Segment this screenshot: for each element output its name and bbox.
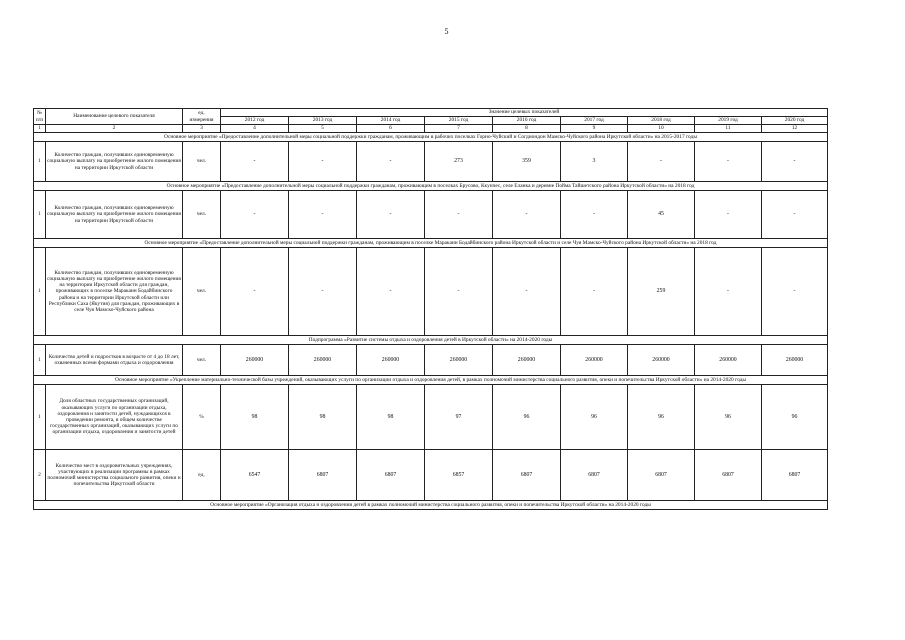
section-title: Основное мероприятие «Предоставление дополнительной меры социальной поддержки гражданам, проживающим в поселке Мараканн Бодайбинского района Иркутской области и селе Чуя Мамско-Чуйского района Иркутской области» на 2018 год [34,239,828,248]
indicator-unit: чел. [183,248,221,336]
section-row [34,133,828,142]
col-number: 8 [493,125,561,133]
value-cell: 259 [628,248,695,336]
indicator-name: Доля областных государственных организаций, оказывающих услуги по организации отдыха, оздоровления и занятости детей, нуждающихся в проведении ремонта, в общем количестве государственных организаций, оказывающих услуги по организации отдыха, оздоровления и занятости детей [46,385,183,450]
row-num: 2 [34,450,46,501]
indicator-unit: чел. [183,191,221,239]
value-cell: 260000 [695,345,762,376]
value-cell: 6807 [628,450,695,501]
year-header: 2014 год [357,117,425,125]
year-header: 2019 год [695,117,762,125]
col-header-values-group: Значение целевых показателей [221,109,828,117]
indicator-unit: чел. [183,345,221,376]
value-cell: - [357,142,425,182]
value-cell: - [289,248,357,336]
year-header: 2012 год [221,117,289,125]
value-cell: - [762,248,828,336]
value-cell: 260000 [493,345,561,376]
value-cell: 45 [628,191,695,239]
value-cell: 6807 [493,450,561,501]
value-cell: 6807 [289,450,357,501]
value-cell: 6857 [425,450,493,501]
value-cell: - [357,191,425,239]
value-cell: - [561,248,628,336]
value-cell: - [357,248,425,336]
year-header: 2017 год [561,117,628,125]
value-cell: - [221,191,289,239]
section-title: Подпрограмма «Развитие системы отдыха и оздоровления детей в Иркутской области» на 2014-2020 годы [34,336,828,345]
value-cell: 260000 [628,345,695,376]
indicator-unit: % [183,385,221,450]
col-number: 5 [289,125,357,133]
section-row [34,336,828,345]
value-cell: - [221,248,289,336]
value-cell: 6547 [221,450,289,501]
table-row [34,345,828,376]
year-header: 2018 год [628,117,695,125]
section-row [34,501,828,510]
header-row-col-numbers [34,125,828,133]
col-header-num: № п/п [34,109,46,125]
value-cell: - [289,142,357,182]
value-cell: 260000 [762,345,828,376]
value-cell: 98 [357,385,425,450]
col-header-name: Наименование целевого показателя [46,109,183,125]
indicator-name: Количество граждан, получивших единовременную социальную выплату на приобретение жилого помещения на территории Иркутской области [46,191,183,239]
indicator-name: Количество мест в оздоровительных учреждениях, участвующих в реализации программы в рамках полномочий министерства социального развития, опеки и попечительства Иркутской области [46,450,183,501]
col-number: 4 [221,125,289,133]
value-cell: - [695,142,762,182]
indicator-unit: ед. [183,450,221,501]
value-cell: - [762,191,828,239]
value-cell: - [762,142,828,182]
value-cell: 97 [425,385,493,450]
page-number: 5 [444,27,449,36]
value-cell: - [628,142,695,182]
value-cell: - [425,248,493,336]
col-number: 6 [357,125,425,133]
value-cell: - [493,248,561,336]
row-num: 1 [34,385,46,450]
table-row [34,248,828,336]
col-header-unit: ед. измерения [183,109,221,125]
section-row [34,376,828,385]
year-header: 2015 год [425,117,493,125]
indicator-name: Количество детей и подростков в возрасте от 4 до 18 лет, охваченных всеми формами отдыха и оздоровления [46,345,183,376]
col-number: 12 [762,125,828,133]
table-row [34,191,828,239]
section-row [34,239,828,248]
value-cell: 260000 [221,345,289,376]
value-cell: 260000 [289,345,357,376]
section-title: Основное мероприятие «Укрепление материально-технической базы учреждений, оказывающих услуги по организации отдыха и оздоровления детей, в рамках полномочий министерства социального развития, опеки и попечительства Иркутской области» на 2014-2020 годы [34,376,828,385]
table-row [34,385,828,450]
row-num: 1 [34,345,46,376]
value-cell: 96 [695,385,762,450]
col-number: 1 [34,125,46,133]
section-title: Основное мероприятие «Организация отдыха и оздоровления детей в рамках полномочий министерства социального развития, опеки и попечительства Иркутской области» на 2014-2020 годы [34,501,828,510]
value-cell: - [695,248,762,336]
col-number: 11 [695,125,762,133]
indicator-name: Количество граждан, получивших единовременную социальную выплату на приобретение жилого помещения на территории Иркутской области [46,142,183,182]
row-num: 1 [34,248,46,336]
year-header: 2020 год [762,117,828,125]
row-num: 1 [34,142,46,182]
value-cell: - [493,191,561,239]
value-cell: 96 [561,385,628,450]
value-cell: 98 [221,385,289,450]
value-cell: 273 [425,142,493,182]
header-row-1 [34,109,828,117]
value-cell: 6807 [695,450,762,501]
table-row [34,142,828,182]
row-num: 1 [34,191,46,239]
year-header: 2013 год [289,117,357,125]
col-number: 10 [628,125,695,133]
col-number: 7 [425,125,493,133]
value-cell: - [561,191,628,239]
col-number: 9 [561,125,628,133]
value-cell: 96 [628,385,695,450]
value-cell: 260000 [357,345,425,376]
section-title: Основное мероприятие «Предоставление дополнительной меры социальной поддержки гражданам, проживающим в рабочих поселках Горно-Чуйский и Согдиондон Мамско-Чуйского района Иркутской области» на 2015-2017 годы [34,133,828,142]
year-header: 2016 год [493,117,561,125]
value-cell: 359 [493,142,561,182]
value-cell: 6807 [762,450,828,501]
value-cell: 96 [493,385,561,450]
section-title: Основное мероприятие «Предоставление дополнительной меры социальной поддержки гражданам, проживающим в поселках Брусово, Ккунчес, селе Еланка и деревне Пойма Тайшетского района Иркутской области» на 2018 год [34,182,828,191]
table-row [34,450,828,501]
value-cell: - [425,191,493,239]
value-cell: 96 [762,385,828,450]
indicator-name: Количество граждан, получивших единовременную социальную выплату на приобретение жилого помещения на территории Иркутской области для граждан, проживающих в поселке Мараканн Бодайбинского района и на территории Иркутской области или Республики Саха (Якутия) для граждан, проживающих в селе Чуя Мамско-Чуйского района [46,248,183,336]
value-cell: 98 [289,385,357,450]
value-cell: - [221,142,289,182]
indicators-table [33,108,828,510]
col-number: 3 [183,125,221,133]
value-cell: 260000 [561,345,628,376]
indicator-unit: чел. [183,142,221,182]
value-cell: - [289,191,357,239]
col-number: 2 [46,125,183,133]
value-cell: 260000 [425,345,493,376]
section-row [34,182,828,191]
value-cell: 6807 [561,450,628,501]
value-cell: 6807 [357,450,425,501]
value-cell: 3 [561,142,628,182]
value-cell: - [695,191,762,239]
